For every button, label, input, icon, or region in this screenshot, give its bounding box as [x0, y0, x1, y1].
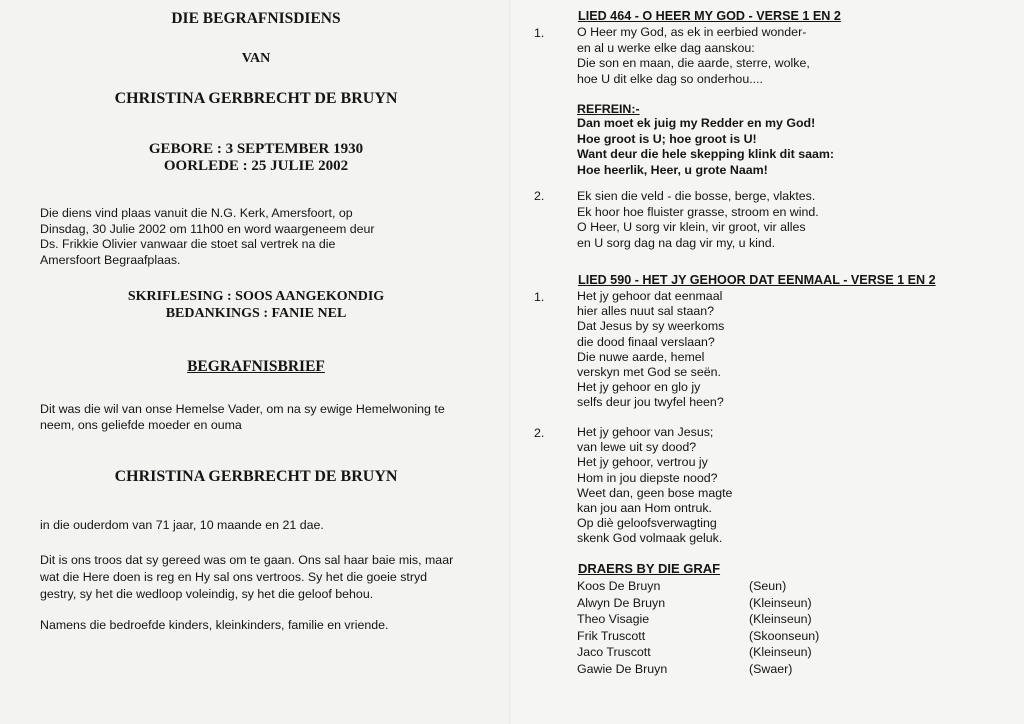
- verse-line: Dat Jesus by sy weerkoms: [577, 319, 725, 334]
- verse-line: Weet dan, geen bose magte: [577, 485, 733, 500]
- refrain-line: Dan moet ek juig my Redder en my God!: [577, 116, 816, 130]
- verse-line: Die son en maan, die aarde, sterre, wolke,: [577, 56, 810, 70]
- verse-line: O Heer, U sorg vir klein, vir groot, vir alles: [577, 220, 806, 234]
- bearer-row: [577, 595, 819, 612]
- verse-line: hoe U dit elke dag so onderhou....: [577, 71, 763, 86]
- refrain: [577, 116, 834, 178]
- bearers-list: [577, 578, 819, 678]
- bearer-row: [577, 644, 819, 661]
- bearer-name: Gawie De Bruyn: [577, 661, 668, 676]
- verse-line: van lewe uit sy dood?: [577, 440, 697, 455]
- service-line: Amersfoort Begraafplaas.: [40, 252, 181, 267]
- hymn-1-verse-1-number: 1.: [534, 26, 545, 40]
- verse-line: kan jou aan Hom ontruk.: [577, 501, 712, 516]
- verse-line: Het jy gehoor van Jesus;: [577, 425, 714, 439]
- verse-line: verskyn met God se seën.: [577, 365, 721, 380]
- verse-line: die dood finaal verslaan?: [577, 334, 715, 349]
- service-line: Ds. Frikkie Olivier vanwaar die stoet sal vertrek na die: [40, 237, 336, 251]
- comfort-line: wat die Here doen is reg en Hy sal ons vertroos. Sy het die goeie stryd: [40, 570, 428, 584]
- bearers-title: DRAERS BY DIE GRAF: [578, 561, 721, 576]
- hymn-1-verse-2: [577, 189, 819, 251]
- thanks-by: BEDANKINGS : FANIE NEL: [165, 306, 347, 321]
- bearer-row: [577, 578, 819, 595]
- comfort-line: Dit is ons troos dat sy gereed was om te gaan. Ons sal haar baie mis, maar: [40, 553, 454, 567]
- hymn-2-verse-2: [577, 425, 732, 547]
- verse-line: Het jy gehoor en glo jy: [577, 380, 701, 395]
- hymn-2-verse-1: [577, 289, 724, 411]
- refrain-line: Hoe groot is U; hoe groot is U!: [577, 131, 757, 146]
- verse-line: hier alles nuut sal staan?: [577, 304, 715, 319]
- bearer-relation: (Kleinseun): [749, 595, 812, 610]
- bearer-name: Jaco Truscott: [577, 645, 651, 660]
- bearer-relation: (Swaer): [749, 661, 793, 676]
- will-paragraph: [40, 402, 445, 433]
- verse-line: Hom in jou diepste nood?: [577, 470, 718, 485]
- right-page: [512, 0, 1024, 724]
- bearer-name: Koos De Bruyn: [577, 579, 661, 593]
- service-header: DIE BEGRAFNISDIENS: [171, 10, 341, 27]
- deceased-name-repeat: CHRISTINA GERBRECHT DE BRUYN: [114, 468, 398, 485]
- bearer-relation: (Kleinseun): [749, 645, 812, 660]
- family-line: Namens die bedroefde kinders, kleinkinders, familie en vriende.: [40, 618, 389, 632]
- birth-date: GEBORE : 3 SEPTEMBER 1930: [148, 141, 364, 157]
- refrain-line: Hoe heerlik, Heer, u grote Naam!: [577, 162, 768, 177]
- verse-line: Ek hoor hoe fluister grasse, stroom en wind.: [577, 204, 819, 219]
- will-line: neem, ons geliefde moeder en ouma: [40, 417, 242, 432]
- bearer-name: Frik Truscott: [577, 628, 646, 643]
- bearer-relation: (Kleinseun): [749, 612, 812, 627]
- verse-line: Het jy gehoor, vertrou jy: [577, 455, 708, 470]
- bearer-row: [577, 628, 819, 645]
- hymn-2-title: LIED 590 - HET JY GEHOOR DAT EENMAAL - VERSE 1 EN 2: [578, 273, 936, 287]
- verse-line: en al u werke elke dag aanskou:: [577, 40, 755, 55]
- bearer-name: Alwyn De Bruyn: [577, 595, 666, 610]
- verse-line: Op diè geloofsverwagting: [577, 516, 717, 531]
- verse-line: en U sorg dag na dag vir my, u kind.: [577, 235, 776, 250]
- van-label: VAN: [241, 51, 271, 66]
- age-line: in die ouderdom van 71 jaar, 10 maande en 21 dae.: [40, 518, 324, 532]
- hymn-1-title: LIED 464 - O HEER MY GOD - VERSE 1 EN 2: [578, 9, 841, 23]
- scripture-reading: SKRIFLESING : SOOS AANGEKONDIG: [127, 289, 385, 304]
- bearer-row: [577, 611, 819, 628]
- bearer-relation: (Skoonseun): [749, 628, 820, 643]
- comfort-paragraph: [40, 552, 453, 603]
- service-line: Die diens vind plaas vanuit die N.G. Kerk, Amersfoort, op: [40, 206, 353, 220]
- will-line: Dit was die wil van onse Hemelse Vader, om na sy ewige Hemelwoning te: [40, 402, 445, 416]
- hymn-1-verse-2-number: 2.: [534, 189, 545, 203]
- hymn-1-verse-1: [577, 25, 810, 87]
- bearer-name: Theo Visagie: [577, 612, 650, 627]
- service-details: [40, 206, 375, 268]
- verse-line: O Heer my God, as ek in eerbied wonder-: [577, 25, 807, 39]
- verse-line: Het jy gehoor dat eenmaal: [577, 289, 723, 303]
- refrain-line: Want deur die hele skepping klink dit saam:: [577, 147, 835, 161]
- comfort-line: gestry, sy het die wedloop voleindig, sy het die geloof behou.: [40, 587, 374, 601]
- verse-line: skenk God volmaak geluk.: [577, 531, 723, 546]
- verse-line: selfs deur jou twyfel heen?: [577, 395, 724, 410]
- refrain-label: REFREIN:-: [577, 102, 640, 116]
- death-date: OORLEDE : 25 JULIE 2002: [163, 158, 349, 174]
- verse-line: Ek sien die veld - die bosse, berge, vlaktes.: [577, 189, 816, 203]
- deceased-name: CHRISTINA GERBRECHT DE BRUYN: [114, 90, 398, 107]
- bearer-relation: (Seun): [749, 579, 787, 593]
- letter-title: BEGRAFNISBRIEF: [187, 358, 325, 375]
- hymn-2-verse-1-number: 1.: [534, 290, 545, 304]
- bearer-row: [577, 661, 819, 678]
- service-line: Dinsdag, 30 Julie 2002 om 11h00 en word waargeneem deur: [40, 221, 375, 236]
- hymn-2-verse-2-number: 2.: [534, 426, 545, 440]
- verse-line: Die nuwe aarde, hemel: [577, 349, 705, 364]
